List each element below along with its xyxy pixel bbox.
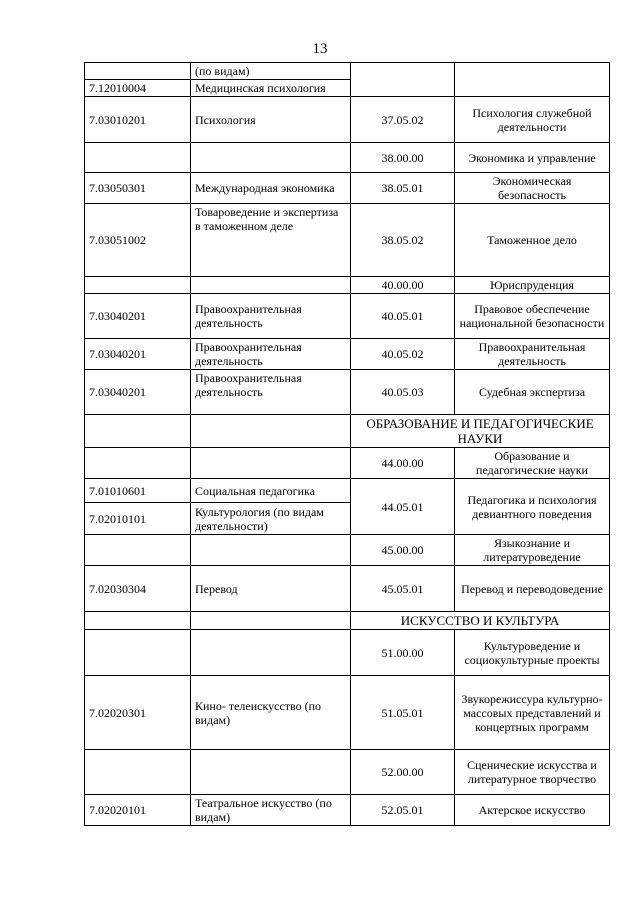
name-cell xyxy=(191,630,351,676)
section-row xyxy=(85,612,610,630)
name-cell xyxy=(191,750,351,795)
name-cell xyxy=(191,448,351,479)
specialty-correspondence-table xyxy=(84,62,610,826)
code-cell xyxy=(85,277,191,294)
name-cell: Социальная педагогика xyxy=(191,479,351,503)
table-row xyxy=(85,339,610,370)
area-cell: Культуроведение и социокультурные проекты xyxy=(455,630,610,676)
number-cell xyxy=(351,63,455,97)
name-cell: Правоохранительная деятельность xyxy=(191,294,351,339)
table-row xyxy=(85,370,610,415)
table-row xyxy=(85,294,610,339)
name-cell: Театральное искусство (по видам) xyxy=(191,795,351,826)
name-cell: Культурология (по видам деятельности) xyxy=(191,503,351,535)
number-cell: 40.05.02 xyxy=(351,339,455,370)
number-cell: 38.05.01 xyxy=(351,173,455,204)
table-row xyxy=(85,630,610,676)
table-row xyxy=(85,535,610,566)
area-cell: Сценические искусства и литературное творчество xyxy=(455,750,610,795)
number-cell: 51.05.01 xyxy=(351,676,455,750)
section-row xyxy=(85,415,610,448)
number-cell: 38.05.02 xyxy=(351,204,455,277)
code-cell xyxy=(85,143,191,173)
area-cell: Языкознание и литературоведение xyxy=(455,535,610,566)
area-cell: Экономическая безопасность xyxy=(455,173,610,204)
table-row xyxy=(85,63,610,80)
table-row xyxy=(85,566,610,612)
number-cell: 52.00.00 xyxy=(351,750,455,795)
area-cell: Звукорежиссура культурно-массовых представлений и концертных программ xyxy=(455,676,610,750)
name-cell: Правоохранительная деятельность xyxy=(191,370,351,415)
area-cell: Таможенное дело xyxy=(455,204,610,277)
area-cell: Образование и педагогические науки xyxy=(455,448,610,479)
area-cell: Педагогика и психология девиантного поведения xyxy=(455,479,610,535)
code-cell: 7.01010601 xyxy=(85,479,191,503)
area-cell: Экономика и управление xyxy=(455,143,610,173)
number-cell: 44.05.01 xyxy=(351,479,455,535)
area-cell xyxy=(455,63,610,97)
table-row xyxy=(85,277,610,294)
table-row xyxy=(85,795,610,826)
number-cell: 45.00.00 xyxy=(351,535,455,566)
table-row xyxy=(85,173,610,204)
number-cell: 37.05.02 xyxy=(351,97,455,143)
table-row xyxy=(85,479,610,503)
name-cell xyxy=(191,535,351,566)
code-cell: 7.02020301 xyxy=(85,676,191,750)
name-cell: Правоохранительная деятельность xyxy=(191,339,351,370)
number-cell: 45.05.01 xyxy=(351,566,455,612)
section-heading: ОБРАЗОВАНИЕ И ПЕДАГОГИЧЕСКИЕ НАУКИ xyxy=(351,415,610,448)
name-cell: Товароведение и экспертиза в таможенном деле xyxy=(191,204,351,277)
number-cell: 40.05.01 xyxy=(351,294,455,339)
area-cell: Юриспруденция xyxy=(455,277,610,294)
number-cell: 51.00.00 xyxy=(351,630,455,676)
name-cell: Медицинская психология xyxy=(191,80,351,97)
table-row xyxy=(85,750,610,795)
number-cell: 38.00.00 xyxy=(351,143,455,173)
number-cell: 40.05.03 xyxy=(351,370,455,415)
table-row xyxy=(85,204,610,277)
code-cell xyxy=(85,750,191,795)
name-cell: (по видам) xyxy=(191,63,351,80)
code-cell: 7.03010201 xyxy=(85,97,191,143)
table-row xyxy=(85,97,610,143)
code-cell: 7.03051002 xyxy=(85,204,191,277)
name-cell: Перевод xyxy=(191,566,351,612)
code-cell xyxy=(85,63,191,80)
name-cell xyxy=(191,143,351,173)
area-cell: Перевод и переводоведение xyxy=(455,566,610,612)
code-cell xyxy=(85,630,191,676)
page-number: 13 xyxy=(312,41,328,57)
code-cell: 7.12010004 xyxy=(85,80,191,97)
table-row xyxy=(85,676,610,750)
name-cell: Международная экономика xyxy=(191,173,351,204)
area-cell: Психология служебной деятельности xyxy=(455,97,610,143)
number-cell: 40.00.00 xyxy=(351,277,455,294)
code-cell: 7.03050301 xyxy=(85,173,191,204)
area-cell: Судебная экспертиза xyxy=(455,370,610,415)
number-cell: 44.00.00 xyxy=(351,448,455,479)
code-cell: 7.02030304 xyxy=(85,566,191,612)
name-cell: Кино- телеискусство (по видам) xyxy=(191,676,351,750)
name-cell: Психология xyxy=(191,97,351,143)
table-row xyxy=(85,143,610,173)
code-cell xyxy=(85,535,191,566)
code-cell xyxy=(85,448,191,479)
code-cell: 7.03040201 xyxy=(85,339,191,370)
code-cell: 7.02010101 xyxy=(85,503,191,535)
code-cell: 7.03040201 xyxy=(85,294,191,339)
area-cell: Правоохранительная деятельность xyxy=(455,339,610,370)
name-cell xyxy=(191,277,351,294)
section-heading: ИСКУССТВО И КУЛЬТУРА xyxy=(351,612,610,630)
area-cell: Правовое обеспечение национальной безопасности xyxy=(455,294,610,339)
area-cell: Актерское искусство xyxy=(455,795,610,826)
code-cell: 7.03040201 xyxy=(85,370,191,415)
table-row xyxy=(85,448,610,479)
code-cell: 7.02020101 xyxy=(85,795,191,826)
number-cell: 52.05.01 xyxy=(351,795,455,826)
